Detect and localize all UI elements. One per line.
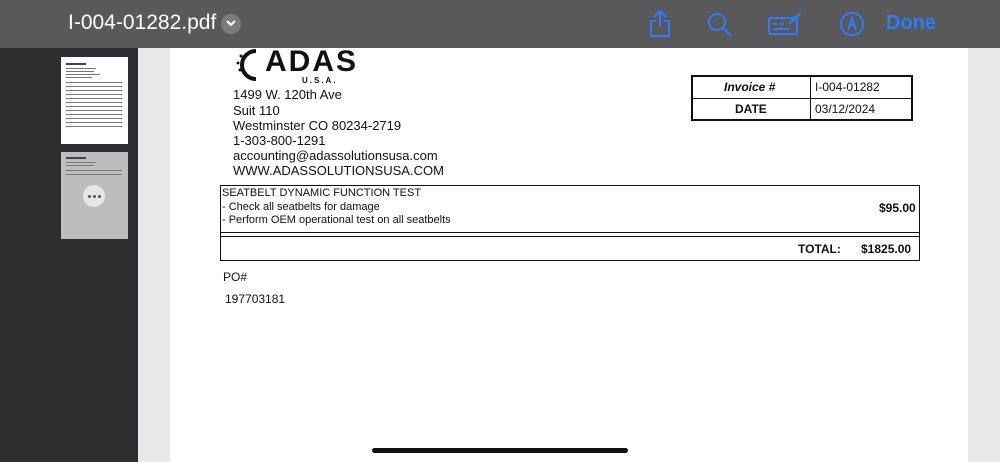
line-item-detail: - Perform OEM operational test on all seatbelts [222, 214, 451, 226]
pen-icon[interactable] [839, 11, 865, 42]
share-icon[interactable] [648, 9, 672, 44]
document-title[interactable]: I-004-01282.pdf [68, 11, 217, 34]
invoice-number-label: Invoice # [724, 80, 776, 94]
phone-number: 1-303-800-1291 [233, 133, 326, 148]
invoice-number-value: I-004-01282 [815, 80, 880, 94]
address-line: Suit 110 [233, 103, 280, 118]
home-indicator[interactable] [372, 448, 628, 453]
more-icon[interactable] [83, 185, 105, 207]
company-logo: ADAS [265, 45, 359, 78]
address-line: 1499 W. 120th Ave [233, 87, 342, 102]
top-toolbar [0, 0, 1000, 48]
total-label: TOTAL: [798, 242, 841, 256]
search-icon[interactable] [706, 11, 734, 44]
po-label: PO# [223, 270, 248, 284]
line-item-title: SEATBELT DYNAMIC FUNCTION TEST [222, 187, 422, 199]
email-address: accounting@adassolutionsusa.com [233, 148, 438, 163]
address-line: Westminster CO 80234-2719 [233, 118, 402, 133]
done-button[interactable]: Done [886, 12, 936, 34]
website-url: WWW.ADASSOLUTIONSUSA.COM [233, 163, 444, 178]
line-item-detail: - Check all seatbelts for damage [222, 201, 380, 213]
total-value: $1825.00 [861, 242, 912, 256]
po-number: 197703181 [225, 292, 286, 306]
date-label: DATE [735, 102, 767, 116]
company-logo-sub: U.S.A. [302, 76, 338, 85]
chevron-down-icon[interactable] [221, 14, 241, 34]
page-thumbnail-2[interactable] [61, 152, 128, 239]
markup-icon[interactable] [767, 12, 803, 41]
line-item-price: $95.00 [879, 201, 916, 215]
company-logo-mark [234, 47, 266, 88]
date-value: 03/12/2024 [815, 102, 876, 116]
page-thumbnail-1[interactable] [61, 57, 128, 144]
